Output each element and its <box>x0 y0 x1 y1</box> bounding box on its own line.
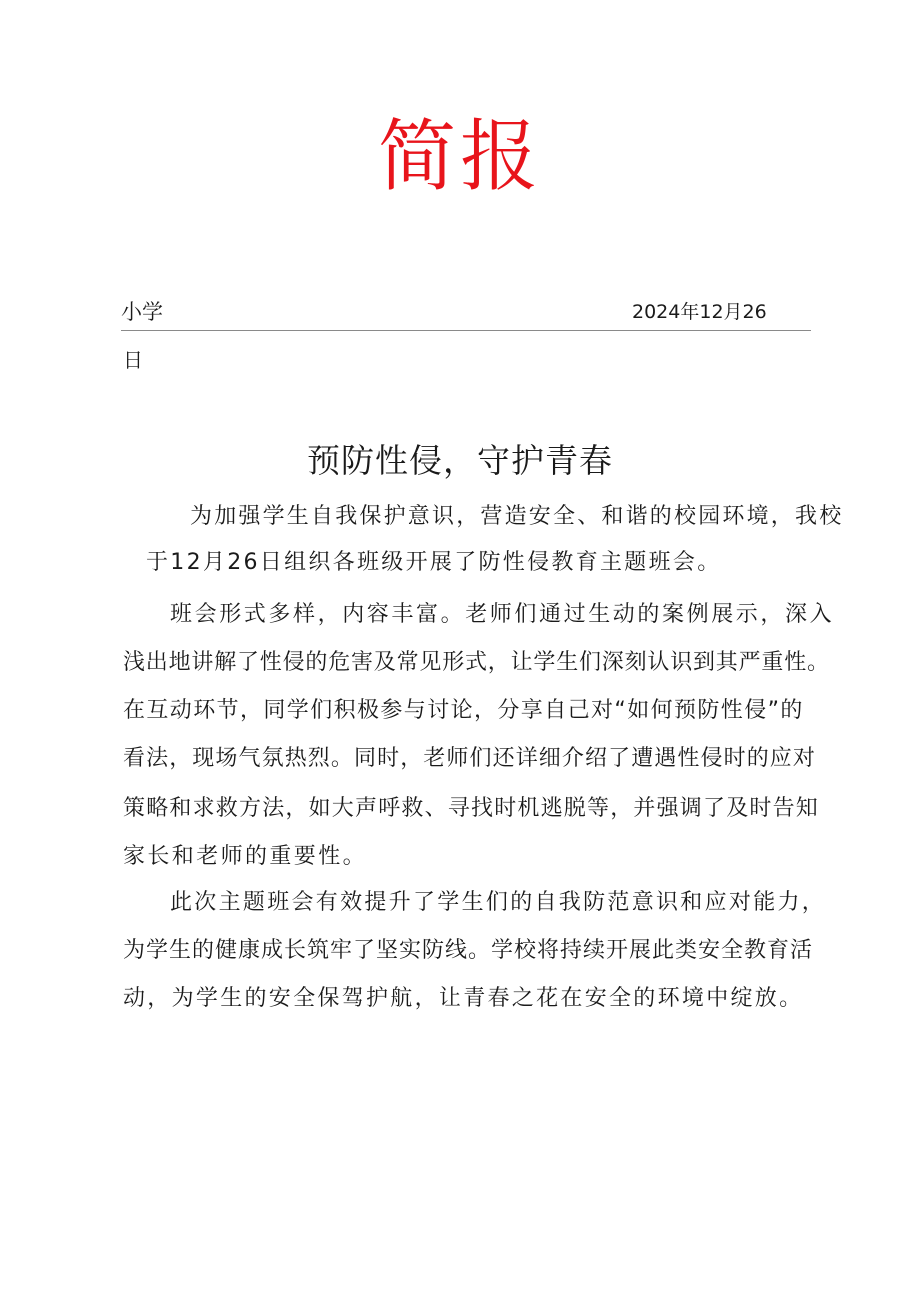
paragraph-line: 于12月26日组织各班级开展了防性侵教育主题班会。 <box>146 550 722 575</box>
paragraph-line: 此次主题班会有效提升了学生们的自我防范意识和应对能力， <box>170 890 827 915</box>
paragraph-line: 浅出地讲解了性侵的危害及常见形式，让学生们深刻认识到其严重性。 <box>123 650 830 675</box>
paragraph-line: 为学生的健康成长筑牢了坚实防线。学校将持续开展此类安全教育活 <box>123 938 814 963</box>
issue-date-suffix: 日 <box>123 348 143 372</box>
paragraph-line: 动，为学生的安全保驾护航，让青春之花在安全的环境中绽放。 <box>123 986 804 1011</box>
masthead-title: 简报 <box>377 112 542 202</box>
paragraph-line: 在互动环节，同学们积极参与讨论，分享自己对“如何预防性侵”的 <box>123 698 804 723</box>
school-name: 小学 <box>121 300 163 324</box>
paragraph-line: 班会形式多样，内容丰富。老师们通过生动的案例展示，深入 <box>170 602 835 627</box>
paragraph-line: 策略和求救方法，如大声呼救、寻找时机逃脱等，并强调了及时告知 <box>123 796 820 821</box>
paragraph-line: 家长和老师的重要性。 <box>123 844 368 869</box>
paragraph-line: 为加强学生自我保护意识，营造安全、和谐的校园环境，我校 <box>190 504 844 529</box>
issue-date: 2024年12月26 <box>632 301 767 323</box>
article-title: 预防性侵，守护青春 <box>307 441 613 480</box>
header-divider <box>121 330 811 331</box>
paragraph-line: 看法，现场气氛热烈。同时，老师们还详细介绍了遭遇性侵时的应对 <box>123 746 817 771</box>
